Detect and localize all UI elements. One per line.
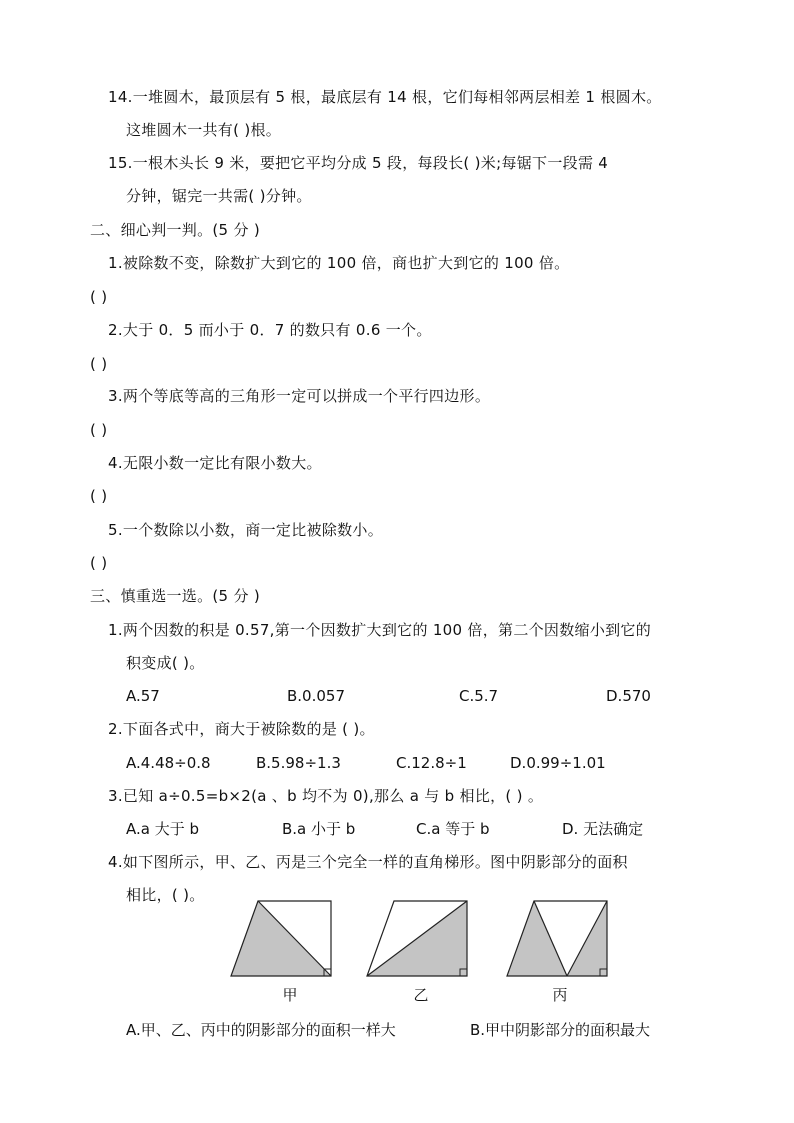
section3-heading: 三、慎重选一选。(5 分 ) bbox=[90, 587, 260, 605]
judge-item-2: 2.大于 0．5 而小于 0．7 的数只有 0.6 一个。 bbox=[108, 321, 432, 339]
figure-jia-label: 甲 bbox=[282, 986, 298, 1004]
q14-line1: 14.一堆圆木，最顶层有 5 根，最底层有 14 根，它们每相邻两层相差 1 根圆木。 bbox=[108, 88, 662, 106]
q15-line2: 分钟，锯完一共需( )分钟。 bbox=[126, 187, 312, 205]
choice-q1-line2: 积变成( )。 bbox=[126, 654, 205, 672]
choice-q3-line1: 3.已知 a÷0.5=b×2(a 、b 均不为 0),那么 a 与 b 相比，( ) 。 bbox=[108, 787, 544, 805]
q15-line1: 15.一根木头长 9 米，要把它平均分成 5 段，每段长( )米;每锯下一段需 4 bbox=[108, 154, 609, 172]
choice-q2-option-d[interactable]: D.0.99÷1.01 bbox=[510, 754, 606, 772]
figure-bing bbox=[504, 900, 610, 980]
choice-q2-line1: 2.下面各式中，商大于被除数的是 ( )。 bbox=[108, 720, 375, 738]
choice-q2-option-b[interactable]: B.5.98÷1.3 bbox=[256, 754, 341, 772]
choice-q3-option-a[interactable]: A.a 大于 b bbox=[126, 820, 200, 838]
choice-q3-option-d[interactable]: D. 无法确定 bbox=[562, 820, 644, 838]
choice-q3-option-b[interactable]: B.a 小于 b bbox=[282, 820, 356, 838]
choice-q1-option-a[interactable]: A.57 bbox=[126, 687, 160, 705]
q14-line2: 这堆圆木一共有( )根。 bbox=[126, 121, 282, 139]
judge-answer-5[interactable]: ( ) bbox=[90, 554, 108, 572]
judge-answer-2[interactable]: ( ) bbox=[90, 355, 108, 373]
figure-yi-label: 乙 bbox=[413, 986, 429, 1004]
choice-q2-option-c[interactable]: C.12.8÷1 bbox=[396, 754, 467, 772]
section2-heading: 二、细心判一判。(5 分 ) bbox=[90, 221, 260, 239]
choice-q1-option-c[interactable]: C.5.7 bbox=[459, 687, 499, 705]
choice-q4-option-b[interactable]: B.甲中阴影部分的面积最大 bbox=[470, 1021, 651, 1039]
judge-answer-3[interactable]: ( ) bbox=[90, 421, 108, 439]
choice-q4-line2: 相比，( )。 bbox=[126, 886, 205, 904]
figure-jia bbox=[228, 900, 334, 980]
choice-q4-option-a[interactable]: A.甲、乙、丙中的阴影部分的面积一样大 bbox=[126, 1021, 396, 1039]
judge-answer-1[interactable]: ( ) bbox=[90, 288, 108, 306]
figure-bing-label: 丙 bbox=[552, 986, 568, 1004]
choice-q4-line1: 4.如下图所示，甲、乙、丙是三个完全一样的直角梯形。图中阴影部分的面积 bbox=[108, 853, 628, 871]
choice-q1-option-b[interactable]: B.0.057 bbox=[287, 687, 346, 705]
judge-item-3: 3.两个等底等高的三角形一定可以拼成一个平行四边形。 bbox=[108, 387, 491, 405]
judge-answer-4[interactable]: ( ) bbox=[90, 487, 108, 505]
choice-q3-option-c[interactable]: C.a 等于 b bbox=[416, 820, 490, 838]
judge-item-5: 5.一个数除以小数，商一定比被除数小。 bbox=[108, 521, 384, 539]
choice-q1-option-d[interactable]: D.570 bbox=[606, 687, 651, 705]
choice-q1-line1: 1.两个因数的积是 0.57,第一个因数扩大到它的 100 倍，第二个因数缩小到它的 bbox=[108, 621, 652, 639]
figure-yi bbox=[364, 900, 470, 980]
judge-item-4: 4.无限小数一定比有限小数大。 bbox=[108, 454, 322, 472]
judge-item-1: 1.被除数不变，除数扩大到它的 100 倍，商也扩大到它的 100 倍。 bbox=[108, 254, 570, 272]
choice-q2-option-a[interactable]: A.4.48÷0.8 bbox=[126, 754, 211, 772]
